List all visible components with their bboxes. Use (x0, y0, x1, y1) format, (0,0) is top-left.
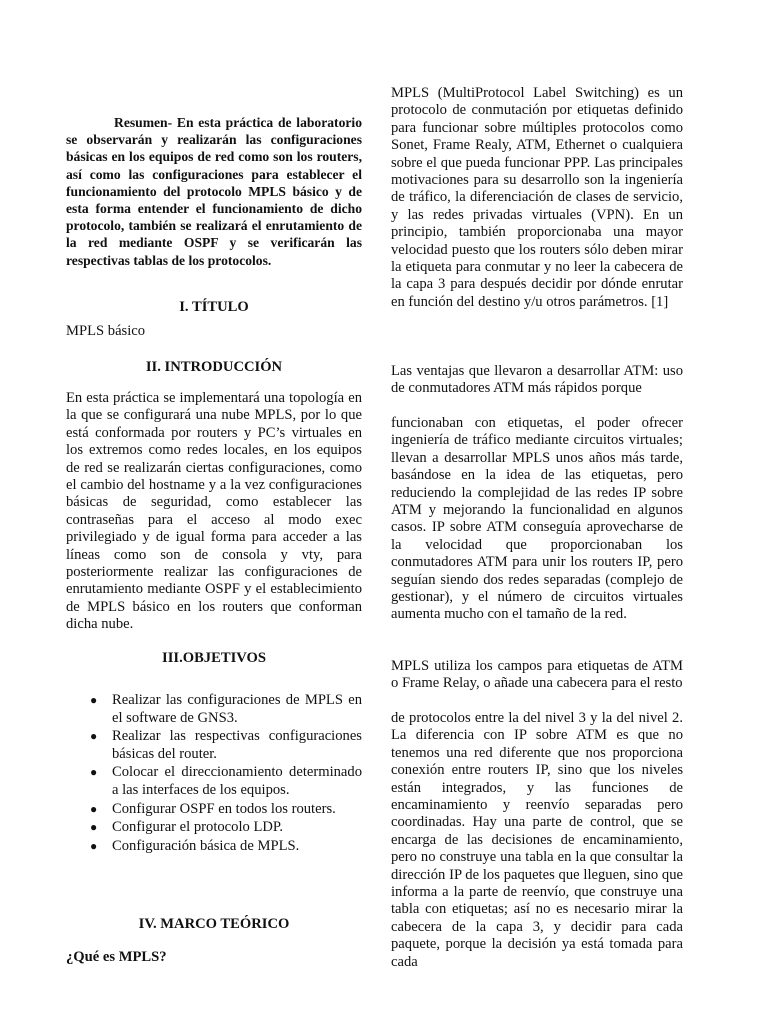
section-heading-introduccion: II. INTRODUCCIÓN (145, 359, 283, 375)
list-item: ● Colocar el direccionamiento determinado a las interfaces de los equipos. (90, 764, 362, 798)
list-item: ● Configurar el protocolo LDP. (90, 819, 284, 836)
introduccion-body: En esta práctica se implementará una topología en la que se configurará una nube MPLS, por lo que está conformada por routers y PC’s virtuales en los extremos como redes locales, en los equipos de red se realizarán ciertas configuraciones, como el cambio del hostname y a la vez configuraciones básicas de seguridad, como establecer las contraseñas para el acceso al modo exec privilegiado y de igual forma para acceder a las líneas como son de consola y vty, para posteriormente realizar las configuraciones de enrutamiento mediante OSPF y el establecimiento de MPLS básico en los routers que conforman dicha nube. (66, 390, 362, 633)
list-item: ● Realizar las configuraciones de MPLS en el software de GNS3. (90, 692, 362, 726)
paragraph-ventajas-atm: funcionaban con etiquetas, el poder ofrecer ingeniería de tráfico mediante circuitos virtuales; llevan a desarrollar MPLS unos años más tarde, basándose en la idea de las etiquetas, pero reduciendo la complejidad de las redes IP sobre ATM y mejorando la funcionalidad en algunos casos. IP sobre ATM conseguía aprovecharse de la velocidad que proporcionaban los conmutadores ATM para unir los routers IP, pero seguían siendo dos redes separadas (complejo de gestionar), y el número de circuitos virtuales aumenta mucho con el tamaño de la red. (391, 415, 683, 623)
section-heading-objetivos: III.OBJETIVOS (162, 650, 266, 666)
objetivos-list (66, 692, 362, 856)
paragraph-mpls-campos: de protocolos entre la del nivel 3 y la del nivel 2. La diferencia con IP sobre ATM es que no tenemos una red diferente que nos proporciona conexión entre routers IP, sino que los niveles están integrados, y las funciones de encaminamiento y reenvío separadas pero coordinadas. Hay una parte de control, que se encarga de las decisiones de encaminamiento, pero no construye una tabla en la que consultar la dirección IP de los paquetes que lleguen, sino que informa a la parte de reenvío, que construye una tabla con etiquetas; así no es necesario mirar la cabecera de la capa 3, y decidir para cada paquete, porque la decisión ya está tomada para cada (391, 710, 683, 970)
paragraph-mpls-definition: MPLS (MultiProtocol Label Switching) es un protocolo de conmutación por etiquetas definido para funcionar sobre múltiples protocolos como Sonet, Frame Realy, ATM, Ethernet o cualquiera sobre el que pueda funcionar PPP. Las principales motivaciones para su desarrollo son la ingeniería de tráfico, la diferenciación de clases de servicio, y las redes privadas virtuales (VPN). En un principio, también proporcionaba una mayor velocidad puesto que los routers sólo deben mirar la etiqueta para conmutar y no leer la cabecera de la capa 3 para después decidir por dónde enrutar en función del destino y/u otros parámetros. [1] (391, 85, 683, 310)
list-item: ● Configuración básica de MPLS. (90, 837, 300, 854)
abstract (66, 114, 362, 269)
bullet-icon: ● (90, 820, 98, 835)
abstract-label: Resumen- (114, 115, 173, 130)
bullet-icon: ● (90, 693, 98, 707)
paragraph-mpls-campos-start: MPLS utiliza los campos para etiquetas de ATM o Frame Relay, o añade una cabecera para el resto (391, 658, 683, 692)
bullet-icon: ● (90, 729, 98, 744)
section-heading-titulo: I. TÍTULO (179, 299, 249, 315)
titulo-body: MPLS básico (66, 323, 146, 339)
paragraph-ventajas-atm-start: Las ventajas que llevaron a desarrollar ATM: uso de conmutadores ATM más rápidos porque (391, 363, 683, 397)
bullet-icon: ● (90, 765, 98, 780)
bullet-icon: ● (90, 838, 98, 853)
question-heading: ¿Qué es MPLS? (66, 949, 167, 965)
bullet-icon: ● (90, 801, 98, 816)
abstract-text: En esta práctica de laboratorio se observarán y realizarán las configuraciones básicas en los equipos de red como son los routers, así como las configuraciones para establecer el funcionamiento del protocolo MPLS básico y de esta forma entender el funcionamiento de dicho protocolo, también se realizará el enrutamiento de la red mediante OSPF y se verificarán las respectivas tablas de los protocolos. (66, 115, 362, 268)
section-heading-marco-teorico: IV. MARCO TEÓRICO (138, 916, 290, 932)
list-item: ● Configurar OSPF en todos los routers. (90, 800, 336, 817)
list-item: ● Realizar las respectivas configuraciones básicas del router. (90, 728, 362, 762)
